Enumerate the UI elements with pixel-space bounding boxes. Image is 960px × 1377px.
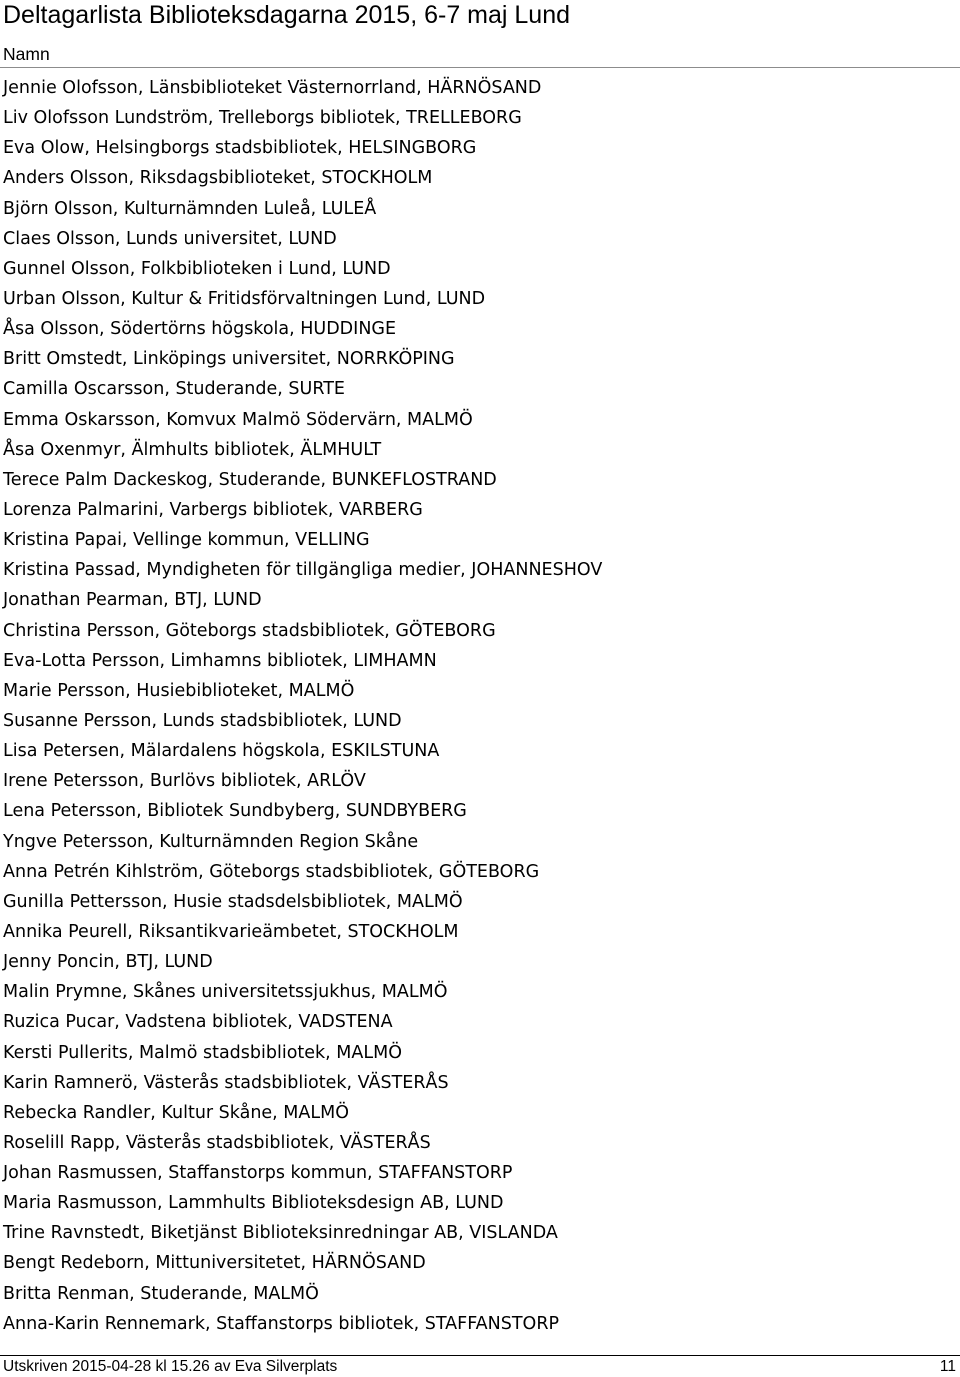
participant-row: Jennie Olofsson, Länsbiblioteket Västernorrland, HÄRNÖSAND bbox=[3, 78, 542, 98]
column-header-namn: Namn bbox=[3, 44, 50, 64]
participant-row: Rebecka Randler, Kultur Skåne, MALMÖ bbox=[3, 1102, 350, 1123]
participant-row: Åsa Olsson, Södertörns högskola, HUDDINGE bbox=[3, 319, 397, 340]
participant-row: Marie Persson, Husiebiblioteket, MALMÖ bbox=[3, 680, 355, 701]
participant-row: Jonathan Pearman, BTJ, LUND bbox=[3, 590, 262, 611]
participant-row: Gunnel Olsson, Folkbiblioteken i Lund, LUND bbox=[3, 258, 391, 279]
participant-row: Björn Olsson, Kulturnämnden Luleå, LULEÅ bbox=[3, 198, 377, 219]
participant-row: Lisa Petersen, Mälardalens högskola, ESKILSTUNA bbox=[3, 741, 440, 762]
participant-row: Maria Rasmusson, Lammhults Biblioteksdesign AB, LUND bbox=[3, 1193, 504, 1214]
participant-row: Lorenza Palmarini, Varbergs bibliotek, VARBERG bbox=[3, 499, 423, 520]
footer-divider bbox=[0, 1355, 960, 1356]
participant-row: Bengt Redeborn, Mittuniversitetet, HÄRNÖSAND bbox=[3, 1253, 426, 1274]
participant-row: Camilla Oscarsson, Studerande, SURTE bbox=[3, 379, 345, 400]
participant-row: Britta Renman, Studerande, MALMÖ bbox=[3, 1283, 319, 1304]
participant-row: Emma Oskarsson, Komvux Malmö Södervärn, MALMÖ bbox=[3, 409, 473, 430]
footer-printed-info: Utskriven 2015-04-28 kl 15.26 av Eva Silverplats bbox=[3, 1358, 338, 1375]
participant-list bbox=[3, 73, 602, 1339]
participant-row: Britt Omstedt, Linköpings universitet, NORRKÖPING bbox=[3, 349, 455, 370]
participant-row: Trine Ravnstedt, Biketjänst Biblioteksinredningar AB, VISLANDA bbox=[3, 1223, 558, 1244]
participant-row: Johan Rasmussen, Staffanstorps kommun, STAFFANSTORP bbox=[3, 1163, 513, 1184]
participant-row: Anders Olsson, Riksdagsbiblioteket, STOCKHOLM bbox=[3, 168, 433, 189]
participant-row: Lena Petersson, Bibliotek Sundbyberg, SUNDBYBERG bbox=[3, 801, 467, 822]
page-title: Deltagarlista Biblioteksdagarna 2015, 6-7 maj Lund bbox=[3, 1, 571, 29]
participant-row: Ruzica Pucar, Vadstena bibliotek, VADSTENA bbox=[3, 1012, 393, 1033]
participant-row: Liv Olofsson Lundström, Trelleborgs bibliotek, TRELLEBORG bbox=[3, 108, 522, 129]
participant-row: Eva Olow, Helsingborgs stadsbibliotek, HELSINGBORG bbox=[3, 138, 477, 159]
participant-row: Urban Olsson, Kultur & Fritidsförvaltningen Lund, LUND bbox=[3, 288, 486, 309]
participant-row: Jenny Poncin, BTJ, LUND bbox=[3, 952, 213, 973]
participant-row: Claes Olsson, Lunds universitet, LUND bbox=[3, 228, 337, 249]
participant-row: Kristina Passad, Myndigheten för tillgängliga medier, JOHANNESHOV bbox=[3, 560, 603, 581]
participant-row: Anna-Karin Rennemark, Staffanstorps bibliotek, STAFFANSTORP bbox=[3, 1313, 560, 1334]
participant-row: Roselill Rapp, Västerås stadsbibliotek, VÄSTERÅS bbox=[3, 1132, 431, 1153]
participant-row: Karin Ramnerö, Västerås stadsbibliotek, VÄSTERÅS bbox=[3, 1072, 449, 1093]
participant-row: Yngve Petersson, Kulturnämnden Region Skåne bbox=[3, 831, 419, 852]
page-number: 11 bbox=[939, 1358, 956, 1375]
participant-row: Kersti Pullerits, Malmö stadsbibliotek, MALMÖ bbox=[3, 1042, 402, 1063]
participant-row: Anna Petrén Kihlström, Göteborgs stadsbibliotek, GÖTEBORG bbox=[3, 861, 540, 882]
participant-row: Åsa Oxenmyr, Älmhults bibliotek, ÄLMHULT bbox=[3, 439, 382, 460]
participant-row: Annika Peurell, Riksantikvarieämbetet, STOCKHOLM bbox=[3, 921, 459, 942]
participant-row: Malin Prymne, Skånes universitetssjukhus, MALMÖ bbox=[3, 982, 448, 1003]
participant-row: Eva-Lotta Persson, Limhamns bibliotek, LIMHAMN bbox=[3, 650, 437, 671]
participant-row: Gunilla Pettersson, Husie stadsdelsbibliotek, MALMÖ bbox=[3, 891, 463, 912]
participant-row: Susanne Persson, Lunds stadsbibliotek, LUND bbox=[3, 710, 402, 731]
participant-row: Christina Persson, Göteborgs stadsbibliotek, GÖTEBORG bbox=[3, 620, 496, 641]
participant-row: Irene Petersson, Burlövs bibliotek, ARLÖV bbox=[3, 771, 366, 792]
participant-row: Terece Palm Dackeskog, Studerande, BUNKEFLOSTRAND bbox=[3, 469, 497, 490]
participant-row: Kristina Papai, Vellinge kommun, VELLING bbox=[3, 530, 370, 551]
header-divider bbox=[0, 67, 960, 68]
